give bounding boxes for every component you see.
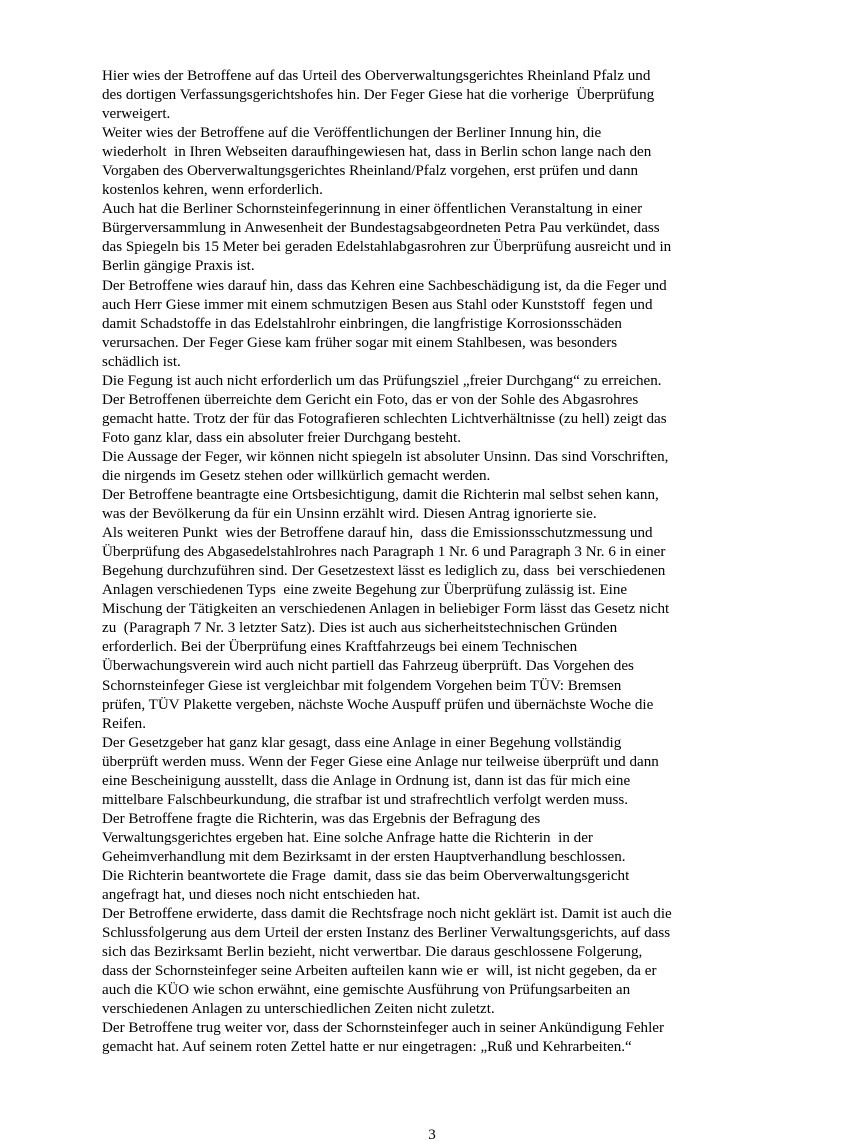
text-line: Auch hat die Berliner Schornsteinfegerinnung in einer öffentlichen Veranstaltung in einer (102, 201, 643, 218)
text-line: prüfen, TÜV Plakette vergeben, nächste Woche Auspuff prüfen und übernächste Woche die (102, 696, 654, 713)
text-line: Anlagen verschiedenen Typs eine zweite Begehung zur Überprüfung zulässig ist. Eine (102, 582, 628, 599)
text-line: wiederholt in Ihren Webseiten daraufhingewiesen hat, dass in Berlin schon lange nach den (102, 144, 652, 161)
text-line: überprüft werden muss. Wenn der Feger Giese eine Anlage nur teilweise überprüft und dann (102, 753, 659, 770)
text-line: was der Bevölkerung da für ein Unsinn erzählt wird. Diesen Antrag ignorierte sie. (102, 506, 597, 523)
text-line: Bürgerversammlung in Anwesenheit der Bundestagsabgeordneten Petra Pau verkündet, dass (102, 220, 660, 237)
text-line: Der Betroffene wies darauf hin, dass das Kehren eine Sachbeschädigung ist, da die Feger und (102, 277, 667, 294)
text-line: Foto ganz klar, dass ein absoluter freier Durchgang besteht. (102, 429, 462, 446)
text-line: Die Richterin beantwortete die Frage damit, dass sie das beim Oberverwaltungsgericht (102, 867, 630, 884)
text-line: Der Betroffenen überreichte dem Gericht ein Foto, das er von der Sohle des Abgasrohres (102, 391, 639, 408)
text-line: kostenlos kehren, wenn erforderlich. (102, 182, 323, 199)
text-line: verschiedenen Anlagen zu unterschiedlichen Zeiten nicht zuletzt. (102, 1001, 495, 1018)
text-line: Geheimverhandlung mit dem Bezirksamt in der ersten Hauptverhandlung beschlossen. (102, 848, 626, 865)
text-line: zu (Paragraph 7 Nr. 3 letzter Satz). Dies ist auch aus sicherheitstechnischen Gründen (102, 620, 618, 637)
text-line: das Spiegeln bis 15 Meter bei geraden Edelstahlabgasrohren zur Überprüfung ausreicht und in (102, 239, 672, 256)
text-line: Schlussfolgerung aus dem Urteil der ersten Instanz des Berliner Verwaltungsgerichts, auf dass (102, 925, 671, 942)
text-line: auch die KÜO wie schon erwähnt, eine gemischte Ausführung von Prüfungsarbeiten an (102, 982, 631, 999)
text-line: mittelbare Falschbeurkundung, die strafbar ist und strafrechtlich verfolgt werden muss. (102, 791, 629, 808)
text-line: Der Gesetzgeber hat ganz klar gesagt, dass eine Anlage in einer Begehung vollständig (102, 734, 622, 751)
text-line: schädlich ist. (102, 353, 181, 370)
text-line: des dortigen Verfassungsgerichtshofes hin. Der Feger Giese hat die vorherige Überprüfung (102, 87, 655, 104)
text-line: Die Aussage der Feger, wir können nicht spiegeln ist absoluter Unsinn. Das sind Vorschriften, (102, 448, 669, 465)
text-line: Der Betroffene trug weiter vor, dass der Schornsteinfeger auch in seiner Ankündigung Fehler (102, 1020, 665, 1037)
text-line: Vorgaben des Oberverwaltungsgerichtes Rheinland/Pfalz vorgehen, erst prüfen und dann (102, 163, 639, 180)
text-line: Überprüfung des Abgasedelstahlrohres nach Paragraph 1 Nr. 6 und Paragraph 3 Nr. 6 in einer (102, 544, 666, 561)
text-line: eine Bescheinigung ausstellt, dass die Anlage in Ordnung ist, dann ist das für mich eine (102, 772, 631, 789)
text-line: Der Betroffene beantragte eine Ortsbesichtigung, damit die Richterin mal selbst sehen kann, (102, 487, 659, 504)
text-line: erforderlich. Bei der Überprüfung eines Kraftfahrzeugs bei einem Technischen (102, 639, 578, 656)
text-line: gemacht hatte. Trotz der für das Fotografieren schlechten Lichtverhältnisse (zu hell) zeigt das (102, 410, 667, 427)
text-line: Weiter wies der Betroffene auf die Veröffentlichungen der Berliner Innung hin, die (102, 125, 602, 142)
text-line: Der Betroffene fragte die Richterin, was das Ergebnis der Befragung des (102, 810, 541, 827)
text-line: gemacht hat. Auf seinem roten Zettel hatte er nur eingetragen: „Ruß und Kehrarbeiten.“ (102, 1039, 632, 1056)
text-line: verweigert. (102, 106, 171, 123)
text-line: Als weiteren Punkt wies der Betroffene darauf hin, dass die Emissionsschutzmessung und (102, 525, 653, 542)
text-line: verursachen. Der Feger Giese kam früher sogar mit einem Stahlbesen, was besonders (102, 334, 618, 351)
page-number: 3 (428, 1127, 436, 1143)
text-line: Reifen. (102, 715, 147, 732)
text-line: auch Herr Giese immer mit einem schmutzigen Besen aus Stahl oder Kunststoff fegen und (102, 296, 653, 313)
text-line: sich das Bezirksamt Berlin bezieht, nicht verwertbar. Die daraus geschlossene Folgerung, (102, 944, 643, 961)
text-line: Begehung durchzuführen sind. Der Gesetzestext lässt es lediglich zu, dass bei verschiedenen (102, 563, 666, 580)
text-line: Der Betroffene erwiderte, dass damit die Rechtsfrage noch nicht geklärt ist. Damit ist auch die (102, 906, 672, 923)
text-line: Berlin gängige Praxis ist. (102, 258, 255, 275)
text-line: Schornsteinfeger Giese ist vergleichbar mit folgendem Vorgehen beim TÜV: Bremsen (102, 677, 622, 694)
text-line: Hier wies der Betroffene auf das Urteil des Oberverwaltungsgerichtes Rheinland Pfalz und (102, 68, 651, 84)
body-text (102, 67, 752, 1057)
text-line: dass der Schornsteinfeger seine Arbeiten aufteilen kann wie er will, ist nicht gegeben, da er (102, 963, 657, 980)
text-line: Mischung der Tätigkeiten an verschiedenen Anlagen in beliebiger Form lässt das Gesetz nicht (102, 601, 670, 618)
text-line: Überwachungsverein wird auch nicht partiell das Fahrzeug überprüft. Das Vorgehen des (102, 658, 634, 675)
text-line: Verwaltungsgerichtes ergeben hat. Eine solche Anfrage hatte die Richterin in der (102, 829, 593, 846)
text-line: Die Fegung ist auch nicht erforderlich um das Prüfungsziel „freier Durchgang“ zu erreichen. (102, 372, 662, 389)
text-line: damit Schadstoffe in das Edelstahlrohr einbringen, die langfristige Korrosionsschäden (102, 315, 622, 332)
text-line: die nirgends im Gesetz stehen oder willkürlich gemacht werden. (102, 467, 491, 484)
text-line: angefragt hat, und dieses noch nicht entschieden hat. (102, 887, 421, 904)
